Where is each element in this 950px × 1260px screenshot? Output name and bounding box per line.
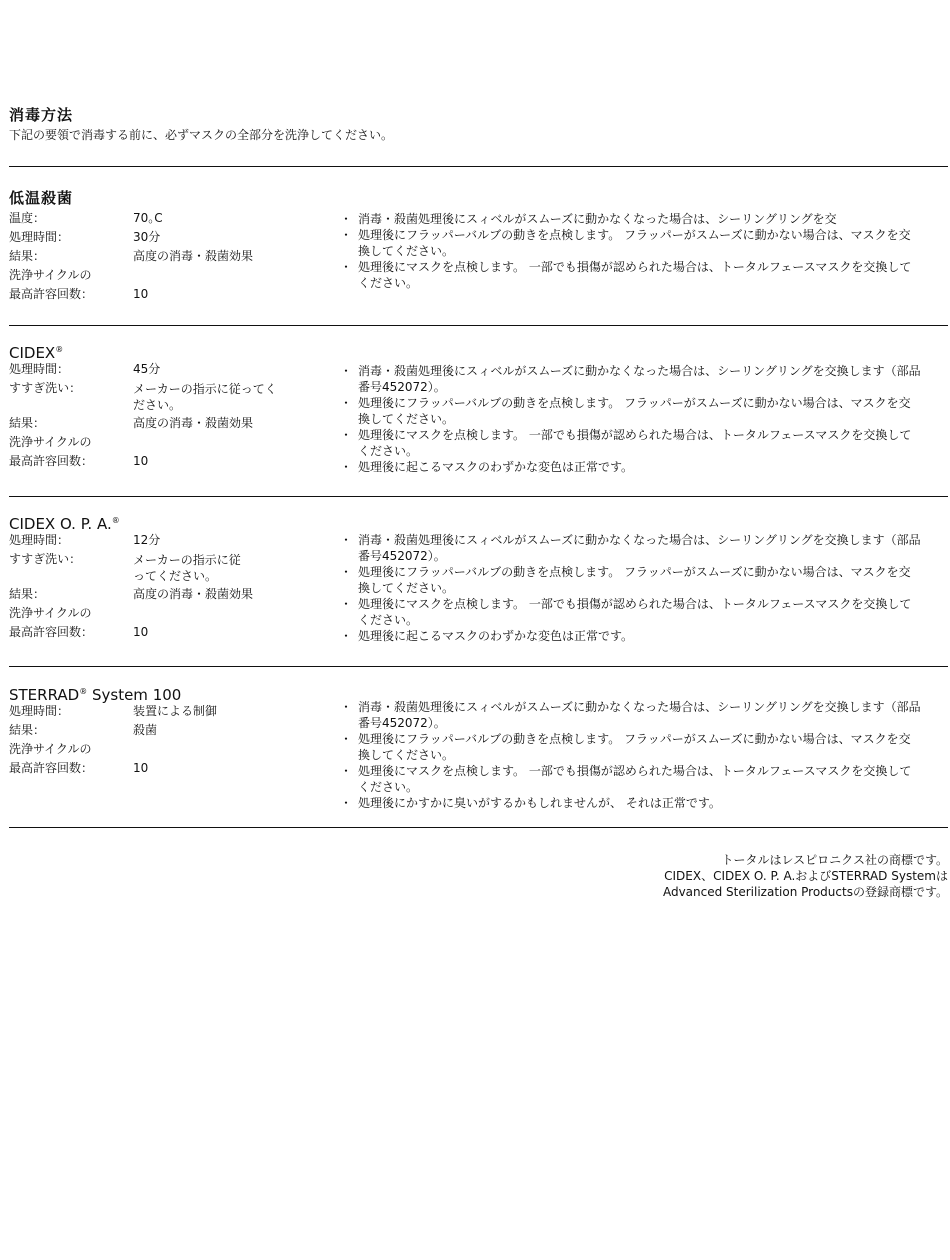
trademark-line: CIDEX、CIDEX O. P. A.およびSTERRAD Systemは [664,869,948,883]
spec-value: 殺菌 [133,723,158,737]
note-item: ・ 処理後にマスクを点検します。 一部でも損傷が認められた場合は、トータルフェースマスクを交換してください。 [342,763,922,795]
spec-row [9,721,329,740]
spec-row [9,702,329,721]
spec-value: 高度の消毒・殺菌効果 [133,587,254,601]
spec-value [133,433,329,452]
spec-label: 最高許容回数： [9,761,94,775]
divider [9,496,948,497]
notes-list [342,363,922,475]
spec-value: メーカーの指示に従ってください。 [133,381,277,412]
page-title: 消毒方法 [9,106,74,124]
registered-mark: ® [55,345,64,354]
spec-row [9,209,329,228]
page-header [9,106,939,143]
section-title: STERRAD® System 100 [9,686,182,704]
spec-value: 10 [133,761,149,775]
spec-value: メーカーの指示に従ってください。 [133,552,241,583]
spec-table [9,702,329,778]
note-item: ・ 消毒・殺菌処理後にスィベルがスムーズに動かなくなった場合は、シーリングリングを交換します（部品番号452072）。 [342,532,922,564]
spec-row [9,623,329,642]
trademark-line: Advanced Sterilization Productsの登録商標です。 [662,885,948,899]
spec-value: 30分 [133,230,161,244]
spec-value [133,266,329,285]
spec-value [133,740,329,759]
registered-mark: ® [79,687,88,696]
spec-label: 洗浄サイクルの [9,435,92,449]
spec-row [9,285,329,304]
spec-value [133,604,329,623]
spec-label: 結果： [9,416,46,430]
spec-label: 処理時間： [9,704,70,718]
divider [9,166,948,167]
note-item: ・ 処理後にマスクを点検します。 一部でも損傷が認められた場合は、トータルフェースマスクを交換してください。 [342,596,922,628]
spec-table [9,360,329,471]
spec-row [9,433,329,452]
spec-label: 最高許容回数： [9,625,94,639]
spec-value: 45分 [133,362,161,376]
section-sterrad [9,683,939,810]
divider [9,325,948,326]
note-item: ・ 消毒・殺菌処理後にスィベルがスムーズに動かなくなった場合は、シーリングリングを交換します（部品番号452072）。 [342,363,922,395]
section-cidex [9,341,939,474]
spec-row [9,531,329,550]
spec-table [9,209,329,304]
notes-list [342,532,922,644]
intro-text: 下記の要領で消毒する前に、必ずマスクの全部分を洗浄してください。 [9,128,394,142]
divider [9,666,948,667]
spec-label: すすぎ洗い： [9,552,82,566]
spec-value: 10 [133,287,149,301]
spec-value: 高度の消毒・殺菌効果 [133,249,254,263]
spec-row [9,360,329,379]
section-title: 低温殺菌 [9,189,74,207]
note-item: ・ 処理後にフラッパーバルブの動きを点検します。 フラッパーがスムーズに動かない場合は、マスクを交換してください。 [342,564,922,596]
note-item: ・ 処理後にマスクを点検します。 一部でも損傷が認められた場合は、トータルフェースマスクを交換してください。 [342,259,922,291]
spec-row [9,604,329,623]
spec-row [9,266,329,285]
spec-row [9,740,329,759]
spec-value: 70｡C [133,211,163,225]
notes-list [342,211,922,291]
spec-label: 処理時間： [9,533,70,547]
trademark-line: トータルはレスピロニクス社の商標です。 [721,853,948,867]
note-item: ・ 処理後にフラッパーバルブの動きを点検します。 フラッパーがスムーズに動かない場合は、マスクを交換してください。 [342,227,922,259]
note-item: ・ 消毒・殺菌処理後にスィベルがスムーズに動かなくなった場合は、シーリングリングを交換します（部品番号452072）。 [342,699,922,731]
spec-label: 結果： [9,587,46,601]
note-item: ・ 処理後にマスクを点検します。 一部でも損傷が認められた場合は、トータルフェースマスクを交換してください。 [342,427,922,459]
note-item: ・ 処理後にかすかに臭いがするかもしれませんが、 それは正常です。 [342,795,922,811]
note-item: ・ 処理後にフラッパーバルブの動きを点検します。 フラッパーがスムーズに動かない場合は、マスクを交換してください。 [342,731,922,763]
spec-row [9,247,329,266]
trademark-notice [663,852,948,900]
spec-row [9,585,329,604]
spec-label: 結果： [9,723,46,737]
spec-row [9,452,329,471]
section-pasteurization [9,189,939,301]
note-item: ・ 処理後に起こるマスクのわずかな変色は正常です。 [342,459,922,475]
spec-value: 10 [133,454,149,468]
spec-row [9,228,329,247]
spec-row [9,759,329,778]
spec-value: 10 [133,625,149,639]
spec-label: すすぎ洗い： [9,381,82,395]
note-item: ・ 消毒・殺菌処理後にスィベルがスムーズに動かなくなった場合は、シーリングリングを交 [342,211,922,227]
spec-label: 結果： [9,249,46,263]
spec-label: 処理時間： [9,362,70,376]
spec-row [9,379,329,414]
spec-table [9,531,329,642]
note-item: ・ 処理後に起こるマスクのわずかな変色は正常です。 [342,628,922,644]
spec-label: 洗浄サイクルの [9,742,92,756]
registered-mark: ® [111,516,120,525]
section-title: CIDEX® [9,344,64,362]
divider [9,827,948,828]
spec-label: 洗浄サイクルの [9,606,92,620]
spec-label: 温度： [9,211,46,225]
notes-list [342,699,922,811]
spec-label: 洗浄サイクルの [9,268,92,282]
spec-value: 12分 [133,533,161,547]
section-cidex-opa [9,512,939,643]
spec-value: 高度の消毒・殺菌効果 [133,416,254,430]
spec-value: 装置による制御 [133,704,218,718]
spec-label: 最高許容回数： [9,454,94,468]
spec-row [9,550,329,585]
note-item: ・ 処理後にフラッパーバルブの動きを点検します。 フラッパーがスムーズに動かない場合は、マスクを交換してください。 [342,395,922,427]
spec-label: 処理時間： [9,230,70,244]
section-title: CIDEX O. P. A.® [9,515,120,533]
spec-row [9,414,329,433]
spec-label: 最高許容回数： [9,287,94,301]
